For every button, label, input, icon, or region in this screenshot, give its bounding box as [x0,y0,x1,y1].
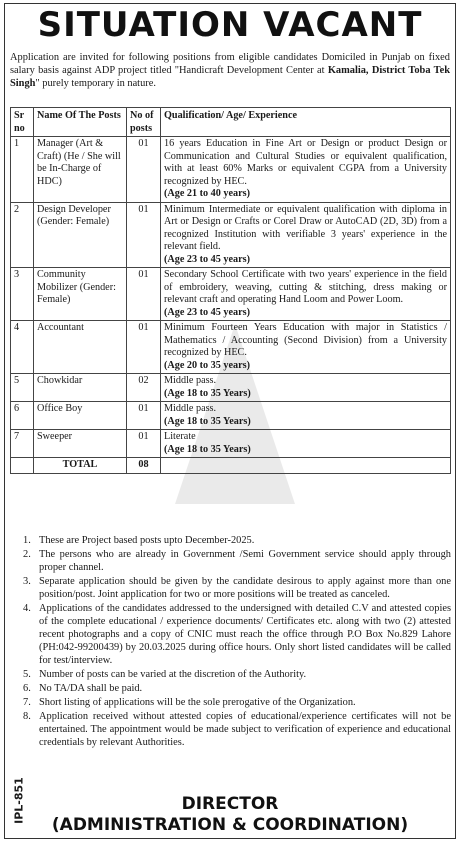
qualification-text: Middle pass. [164,403,217,414]
row-qualification [161,402,451,430]
note-number: 3. [23,576,31,587]
terms-list [25,534,451,750]
row-sr: 4 [11,321,34,374]
list-item [25,602,451,667]
note-number: 8. [23,711,31,722]
note-text: Number of posts can be varied at the discretion of the Authority. [39,669,307,680]
director-title: DIRECTOR [181,794,279,814]
list-item [25,710,451,749]
list-item [25,682,451,695]
header-no: No of posts [127,108,161,137]
row-post-count: 01 [127,137,161,203]
row-qualification [161,202,451,268]
intro-text-end: " purely temporary in nature. [35,78,156,89]
age-range: (Age 18 to 35 Years) [164,387,251,399]
row-post-count: 01 [127,402,161,430]
row-post-count: 02 [127,374,161,402]
total-value: 08 [127,458,161,474]
ipl-code: IPL-851 [12,777,26,824]
row-post-name: Accountant [34,321,127,374]
row-qualification [161,430,451,458]
list-item [25,534,451,547]
note-number: 7. [23,697,31,708]
note-text: Separate application should be given by the candidate desirous to apply against more than one position/post. Joint application for two or more positions will be treated as canceled. [39,576,451,600]
list-item [25,548,451,574]
header-sr: Sr no [11,108,34,137]
row-qualification [161,268,451,321]
intro-paragraph [10,51,450,90]
table-row [11,321,451,374]
qualification-text: Minimum Fourteen Years Education with major in Statistics / Mathematics / Accounting (Second Division) from a University recognized by HEC. [164,322,447,358]
list-item [25,696,451,709]
header-qualification: Qualification/ Age/ Experience [161,108,451,137]
table-row [11,402,451,430]
age-range: (Age 18 to 35 Years) [164,415,251,427]
row-sr: 1 [11,137,34,203]
note-text: The persons who are already in Government /Semi Government service should apply through proper channel. [39,549,451,573]
qualification-text: Middle pass. [164,375,217,386]
list-item [25,668,451,681]
row-post-count: 01 [127,430,161,458]
row-post-name: Chowkidar [34,374,127,402]
table-header-row [11,108,451,137]
row-sr: 7 [11,430,34,458]
note-text: No TA/DA shall be paid. [39,683,143,694]
page-title: SITUATION VACANT [37,5,423,45]
advertisement-page [4,3,456,839]
total-label: TOTAL [34,458,127,474]
row-post-count: 01 [127,321,161,374]
note-text: Short listing of applications will be the sole prerogative of the Organization. [39,697,356,708]
note-number: 2. [23,549,31,560]
row-post-count: 01 [127,202,161,268]
total-empty-cell [11,458,34,474]
table-row [11,374,451,402]
qualification-text: Literate [164,431,196,442]
note-text: These are Project based posts upto December-2025. [39,535,255,546]
age-range: (Age 23 to 45 years) [164,253,251,265]
row-sr: 2 [11,202,34,268]
table-row [11,268,451,321]
list-item [25,575,451,601]
row-post-name: Design Developer (Gender: Female) [34,202,127,268]
age-range: (Age 23 to 45 years) [164,306,251,318]
intro-text-start: Application are invited for following positions from eligible candidates Domiciled in Punjab on fixed salary basis against ADP project titled "Handicraft Development Center at [10,52,450,76]
age-range: (Age 20 to 35 years) [164,359,251,371]
table-row [11,202,451,268]
qualification-text: Secondary School Certificate with two years' experience in the field of embroidery, weaving, cutting & stitching, dress making or relevant craft and operating Hand Loom and Power Loom. [164,269,447,305]
qualification-text: Minimum Intermediate or equivalent qualification with diploma in Art or Design or Crafts or Corel Draw or AutoCAD (2D, 3D) from a recognized Institution with verifiable 3 years' experience in the relevant field. [164,203,447,252]
header-name: Name Of The Posts [34,108,127,137]
row-qualification [161,374,451,402]
total-row [11,458,451,474]
age-range: (Age 18 to 35 Years) [164,443,251,455]
note-text: Applications of the candidates addressed to the undersigned with detailed C.V and attested copies of the complete educational / experience documents/ Certificates etc. along with two (2) attested recent photographs and a copy of CNIC must reach the office through P.O Box No.829 Lahore (PH:042-99200439) by 20.03.2025 during office hours. Only short listed candidates will be called for test/interview. [39,603,451,666]
intro-location: Kamalia, District Toba Tek Singh [10,65,451,89]
row-post-name: Sweeper [34,430,127,458]
row-post-name: Manager (Art & Craft) (He / She will be In-Charge of HDC) [34,137,127,203]
signature-block [5,794,455,836]
row-post-count: 01 [127,268,161,321]
director-department: (ADMINISTRATION & COORDINATION) [51,815,409,835]
row-post-name: Community Mobilizer (Gender: Female) [34,268,127,321]
note-number: 1. [23,535,31,546]
note-number: 4. [23,603,31,614]
note-number: 6. [23,683,31,694]
row-sr: 3 [11,268,34,321]
table-row [11,430,451,458]
qualification-text: 16 years Education in Fine Art or Design or product Design or Communication and Cultural Studies or equivalent qualification, with at least 60% Marks or equivalent CGPA from a University recognized by HEC. [164,138,447,187]
row-sr: 5 [11,374,34,402]
row-sr: 6 [11,402,34,430]
row-qualification [161,321,451,374]
posts-table [10,107,451,474]
row-qualification [161,137,451,203]
age-range: (Age 21 to 40 years) [164,188,251,199]
note-number: 5. [23,669,31,680]
total-empty-cell [161,458,451,474]
table-row [11,137,451,203]
note-text: Application received without attested copies of educational/experience certificates will not be entertained. The appointment would be made subject to verification of experience and educational credentials by relevant Authorities. [39,711,451,748]
row-post-name: Office Boy [34,402,127,430]
